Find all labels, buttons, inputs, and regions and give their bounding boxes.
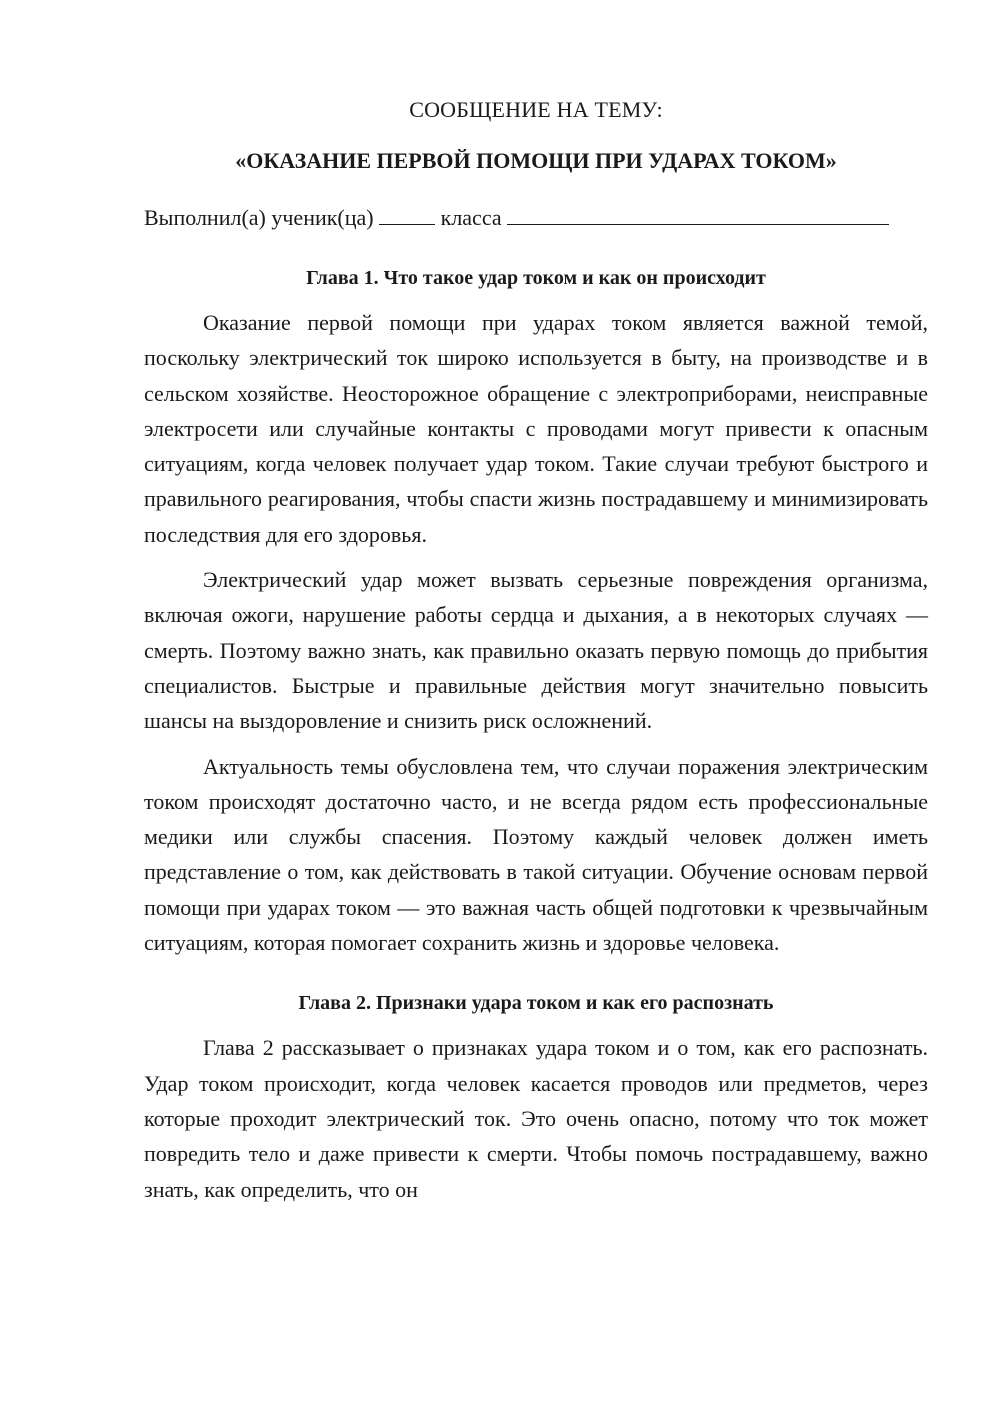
chapter2-paragraph: Глава 2 рассказывает о признаках удара током и о том, как его распознать. Удар током происходит, когда человек касается проводов или предметов, через которые проходит электрический ток. Это очень опасно, потому что ток может повредить тело и даже привести к смерти. Чтобы помочь пострадавшему, важно знать, как определить, что он [144,1035,928,1202]
author-prefix: Выполнил(а) ученик(ца) [144,205,380,230]
chapter1-paragraph: Оказание первой помощи при ударах током является важной темой, поскольку электрический ток широко используется в быту, на производстве и в сельском хозяйстве. Неосторожное обращение с электроприборами, неисправные электросети или случайные контакты с проводами могут привести к опасным ситуациям, когда человек получает удар током. Такие случаи требуют быстрого и правильного реагирования, чтобы спасти жизнь пострадавшему и минимизировать последствия для его здоровья. [144,310,928,547]
title-main: «ОКАЗАНИЕ ПЕРВОЙ ПОМОЩИ ПРИ УДАРАХ ТОКОМ» [235,148,837,173]
author-line [144,202,928,233]
chapter1-paragraph: Актуальность темы обусловлена тем, что случаи поражения электрическим током происходят достаточно часто, и не всегда рядом есть профессиональные медики или службы спасения. Поэтому каждый человек должен иметь представление о том, как действовать в такой ситуации. Обучение основам первой помощи при ударах током — это важная часть общей подготовки к чрезвычайным ситуациям, которая помогает сохранить жизнь и здоровье человека. [144,753,928,956]
name-blank [507,202,889,225]
title-topic: СООБЩЕНИЕ НА ТЕМУ: [409,97,663,122]
author-middle: класса [435,205,508,230]
class-blank [379,202,435,225]
document-page [144,92,928,1217]
chapter2-heading: Глава 2. Признаки удара током и как его распознать [298,992,774,1015]
chapter1-paragraph: Электрический удар может вызвать серьезные повреждения организма, включая ожоги, нарушение работы сердца и дыхания, а в некоторых случаях — смерть. Поэтому важно знать, как правильно оказать первую помощь до прибытия специалистов. Быстрые и правильные действия могут значительно повысить шансы на выздоровление и снизить риск осложнений. [144,567,928,734]
chapter1-heading: Глава 1. Что такое удар током и как он происходит [306,267,766,289]
